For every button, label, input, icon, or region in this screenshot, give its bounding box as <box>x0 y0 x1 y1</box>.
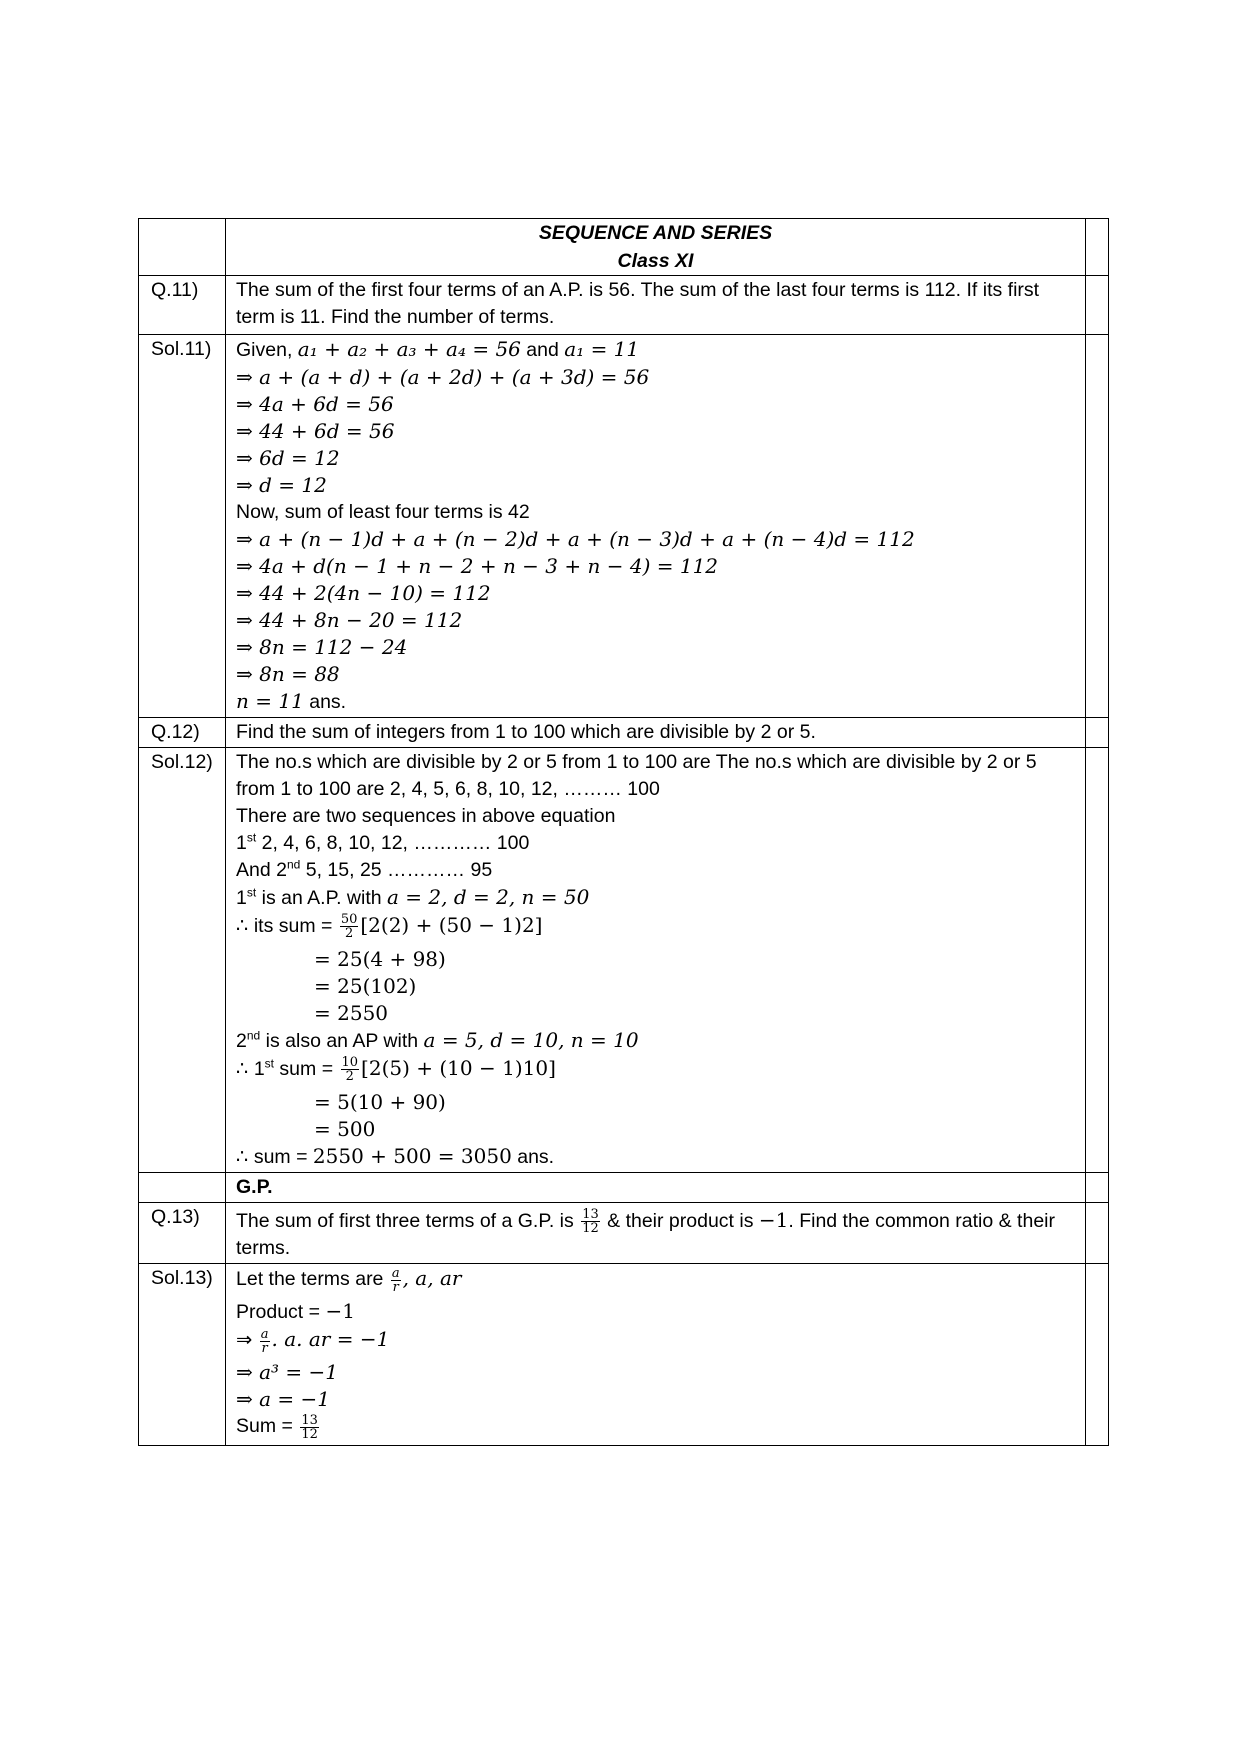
solution-row-13 <box>139 1264 1109 1446</box>
fraction <box>340 913 359 940</box>
section-heading: G.P. <box>226 1173 1086 1203</box>
solution-line: The no.s which are divisible by 2 or 5 from 1 to 100 are The no.s which are divisible by 2 or 5 from 1 to 100 are 2, 4, 5, 6, 8, 10, 12, ……… 100 <box>236 751 1037 800</box>
solution-line: ⇒ d = 12 <box>236 473 327 497</box>
solution-line: = 500 <box>314 1117 376 1141</box>
solution-body <box>226 335 1086 718</box>
solution-line <box>236 1413 1079 1444</box>
text-run: . Find the common ratio & their terms. <box>236 1210 1055 1260</box>
fraction-denominator: 2 <box>344 926 354 942</box>
margin-cell <box>1086 1203 1109 1264</box>
fraction-numerator: 13 <box>301 1412 318 1428</box>
question-text: Find the sum of integers from 1 to 100 which are divisible by 2 or 5. <box>226 718 1086 748</box>
text-run: ∴ its sum = <box>236 915 338 937</box>
worksheet-table <box>138 218 1109 1446</box>
solution-label: Sol.11) <box>139 335 226 718</box>
fraction <box>581 1208 600 1235</box>
question-row-11 <box>139 276 1109 335</box>
solution-line <box>236 1027 1079 1055</box>
margin-cell <box>1086 1264 1109 1446</box>
math-expression: a = 2, d = 2, n = 50 <box>387 885 590 909</box>
solution-line: = 25(102) <box>314 974 417 998</box>
superscript: nd <box>246 1028 261 1043</box>
solution-line: = 25(4 + 98) <box>314 947 446 971</box>
solution-line: ⇒ 44 + 2(4n − 10) = 112 <box>236 581 491 605</box>
header-row <box>139 219 1109 276</box>
text-run: & their product is <box>601 1210 759 1232</box>
fraction-denominator: 12 <box>301 1426 318 1442</box>
margin-cell <box>1086 748 1109 1173</box>
solution-label: Sol.13) <box>139 1264 226 1446</box>
text-run: Product = <box>236 1301 326 1324</box>
text-run: and <box>520 339 565 361</box>
solution-line <box>236 1265 1079 1298</box>
fraction-denominator: 12 <box>582 1221 599 1237</box>
margin-cell <box>1086 718 1109 748</box>
math-expression: −1 <box>758 1208 789 1232</box>
text-run: ans. <box>303 691 347 713</box>
text-run: is also an AP with <box>260 1030 424 1052</box>
question-row-13 <box>139 1203 1109 1264</box>
solution-line <box>236 884 1079 912</box>
page-title: SEQUENCE AND SERIES <box>538 222 773 244</box>
header-margin-cell <box>1086 219 1109 276</box>
text-run: ans. <box>511 1146 555 1168</box>
fraction-numerator: a <box>391 1265 400 1281</box>
text-run: 5, 15, 25 ………… 95 <box>300 859 493 881</box>
solution-label: Sol.12) <box>139 748 226 1173</box>
solution-body <box>226 748 1086 1173</box>
math-expression: a₁ = 11 <box>564 337 640 361</box>
solution-line: There are two sequences in above equation <box>236 805 616 827</box>
solution-line: ⇒ 44 + 8n − 20 = 112 <box>236 608 463 632</box>
fraction-denominator: 2 <box>345 1069 354 1085</box>
header-label-cell <box>139 219 226 276</box>
fraction <box>391 1267 401 1294</box>
solution-row-12 <box>139 748 1109 1173</box>
math-expression: 2550 + 500 = 3050 <box>312 1144 512 1168</box>
text-run: The sum of first three terms of a G.P. is <box>236 1210 580 1232</box>
text-run: ⇒ <box>236 1329 258 1352</box>
superscript: st <box>246 830 257 845</box>
fraction-numerator: 50 <box>340 912 358 928</box>
solution-line: ⇒ 4a + d(n − 1 + n − 2 + n − 3 + n − 4) = 112 <box>236 554 719 578</box>
margin-cell <box>1086 276 1109 335</box>
math-expression: n = 11 <box>236 689 304 713</box>
solution-line: ⇒ a + (n − 1)d + a + (n − 2)d + a + (n − 3)d + a + (n − 4)d = 112 <box>236 527 915 551</box>
question-text <box>226 1203 1086 1264</box>
solution-line <box>236 336 1079 364</box>
text-run: And 2 <box>236 859 287 881</box>
fraction-numerator: 10 <box>341 1055 359 1071</box>
math-expression: [2(5) + (10 − 1)10] <box>361 1056 556 1080</box>
fraction <box>260 1328 270 1355</box>
text-run: Let the terms are <box>236 1268 389 1291</box>
fraction-numerator: 13 <box>582 1207 599 1223</box>
text-run: 2 <box>236 1030 247 1052</box>
question-label: Q.11) <box>139 276 226 335</box>
text-run: 2, 4, 6, 8, 10, 12, ………… 100 <box>256 832 530 854</box>
fraction-denominator: r <box>392 1279 399 1295</box>
text-run: 1 <box>236 832 247 854</box>
text-run: Sum = <box>236 1415 299 1438</box>
math-expression: a₁ + a₂ + a₃ + a₄ = 56 <box>297 337 521 361</box>
solution-line <box>236 1055 1079 1089</box>
math-expression: . a. ar = −1 <box>271 1327 390 1352</box>
solution-row-11 <box>139 335 1109 718</box>
superscript: nd <box>286 857 301 872</box>
page-subtitle: Class XI <box>617 250 694 272</box>
solution-line <box>236 912 1079 946</box>
fraction-denominator: r <box>261 1340 268 1356</box>
solution-line: ⇒ a³ = −1 <box>236 1360 339 1385</box>
solution-line: ⇒ a + (a + d) + (a + 2d) + (a + 3d) = 56 <box>236 365 650 389</box>
text-run: ∴ sum = <box>236 1146 313 1168</box>
superscript: st <box>264 1056 275 1071</box>
text-run: sum = <box>274 1058 339 1080</box>
text-run: 1 <box>236 887 247 909</box>
solution-line: = 5(10 + 90) <box>314 1090 446 1114</box>
solution-line <box>236 1298 1079 1326</box>
text-run: is an A.P. with <box>256 887 387 909</box>
solution-line: ⇒ 8n = 112 − 24 <box>236 635 408 659</box>
margin-cell <box>1086 335 1109 718</box>
fraction <box>341 1056 360 1083</box>
solution-body <box>226 1264 1086 1446</box>
solution-line: ⇒ 4a + 6d = 56 <box>236 392 394 416</box>
solution-line <box>236 1326 1079 1359</box>
solution-line: ⇒ a = −1 <box>236 1387 330 1412</box>
question-label: Q.13) <box>139 1203 226 1264</box>
solution-line: Now, sum of least four terms is 42 <box>236 501 530 523</box>
solution-line: ⇒ 8n = 88 <box>236 662 340 686</box>
margin-cell <box>1086 1173 1109 1203</box>
question-text: The sum of the first four terms of an A.P. is 56. The sum of the last four terms is 112. If its first term is 11. Find the number of terms. <box>226 276 1086 335</box>
answer-line <box>236 688 1079 716</box>
section-row-gp <box>139 1173 1109 1203</box>
text-run: ∴ 1 <box>236 1058 265 1080</box>
header-cell <box>226 219 1086 276</box>
solution-line: ⇒ 6d = 12 <box>236 446 340 470</box>
math-expression: , a, ar <box>402 1266 462 1291</box>
superscript: st <box>246 885 257 900</box>
solution-line: = 2550 <box>314 1001 389 1025</box>
text-run: Given, <box>236 339 298 361</box>
question-row-12 <box>139 718 1109 748</box>
question-label: Q.12) <box>139 718 226 748</box>
solution-line <box>236 830 1079 857</box>
math-expression: −1 <box>325 1299 355 1324</box>
fraction <box>300 1414 319 1441</box>
solution-line: ⇒ 44 + 6d = 56 <box>236 419 395 443</box>
section-label-cell <box>139 1173 226 1203</box>
math-expression: [2(2) + (50 − 1)2] <box>360 913 543 937</box>
fraction-numerator: a <box>260 1326 269 1342</box>
solution-line <box>236 857 1079 884</box>
answer-line <box>236 1143 1079 1171</box>
math-expression: a = 5, d = 10, n = 10 <box>423 1028 639 1052</box>
